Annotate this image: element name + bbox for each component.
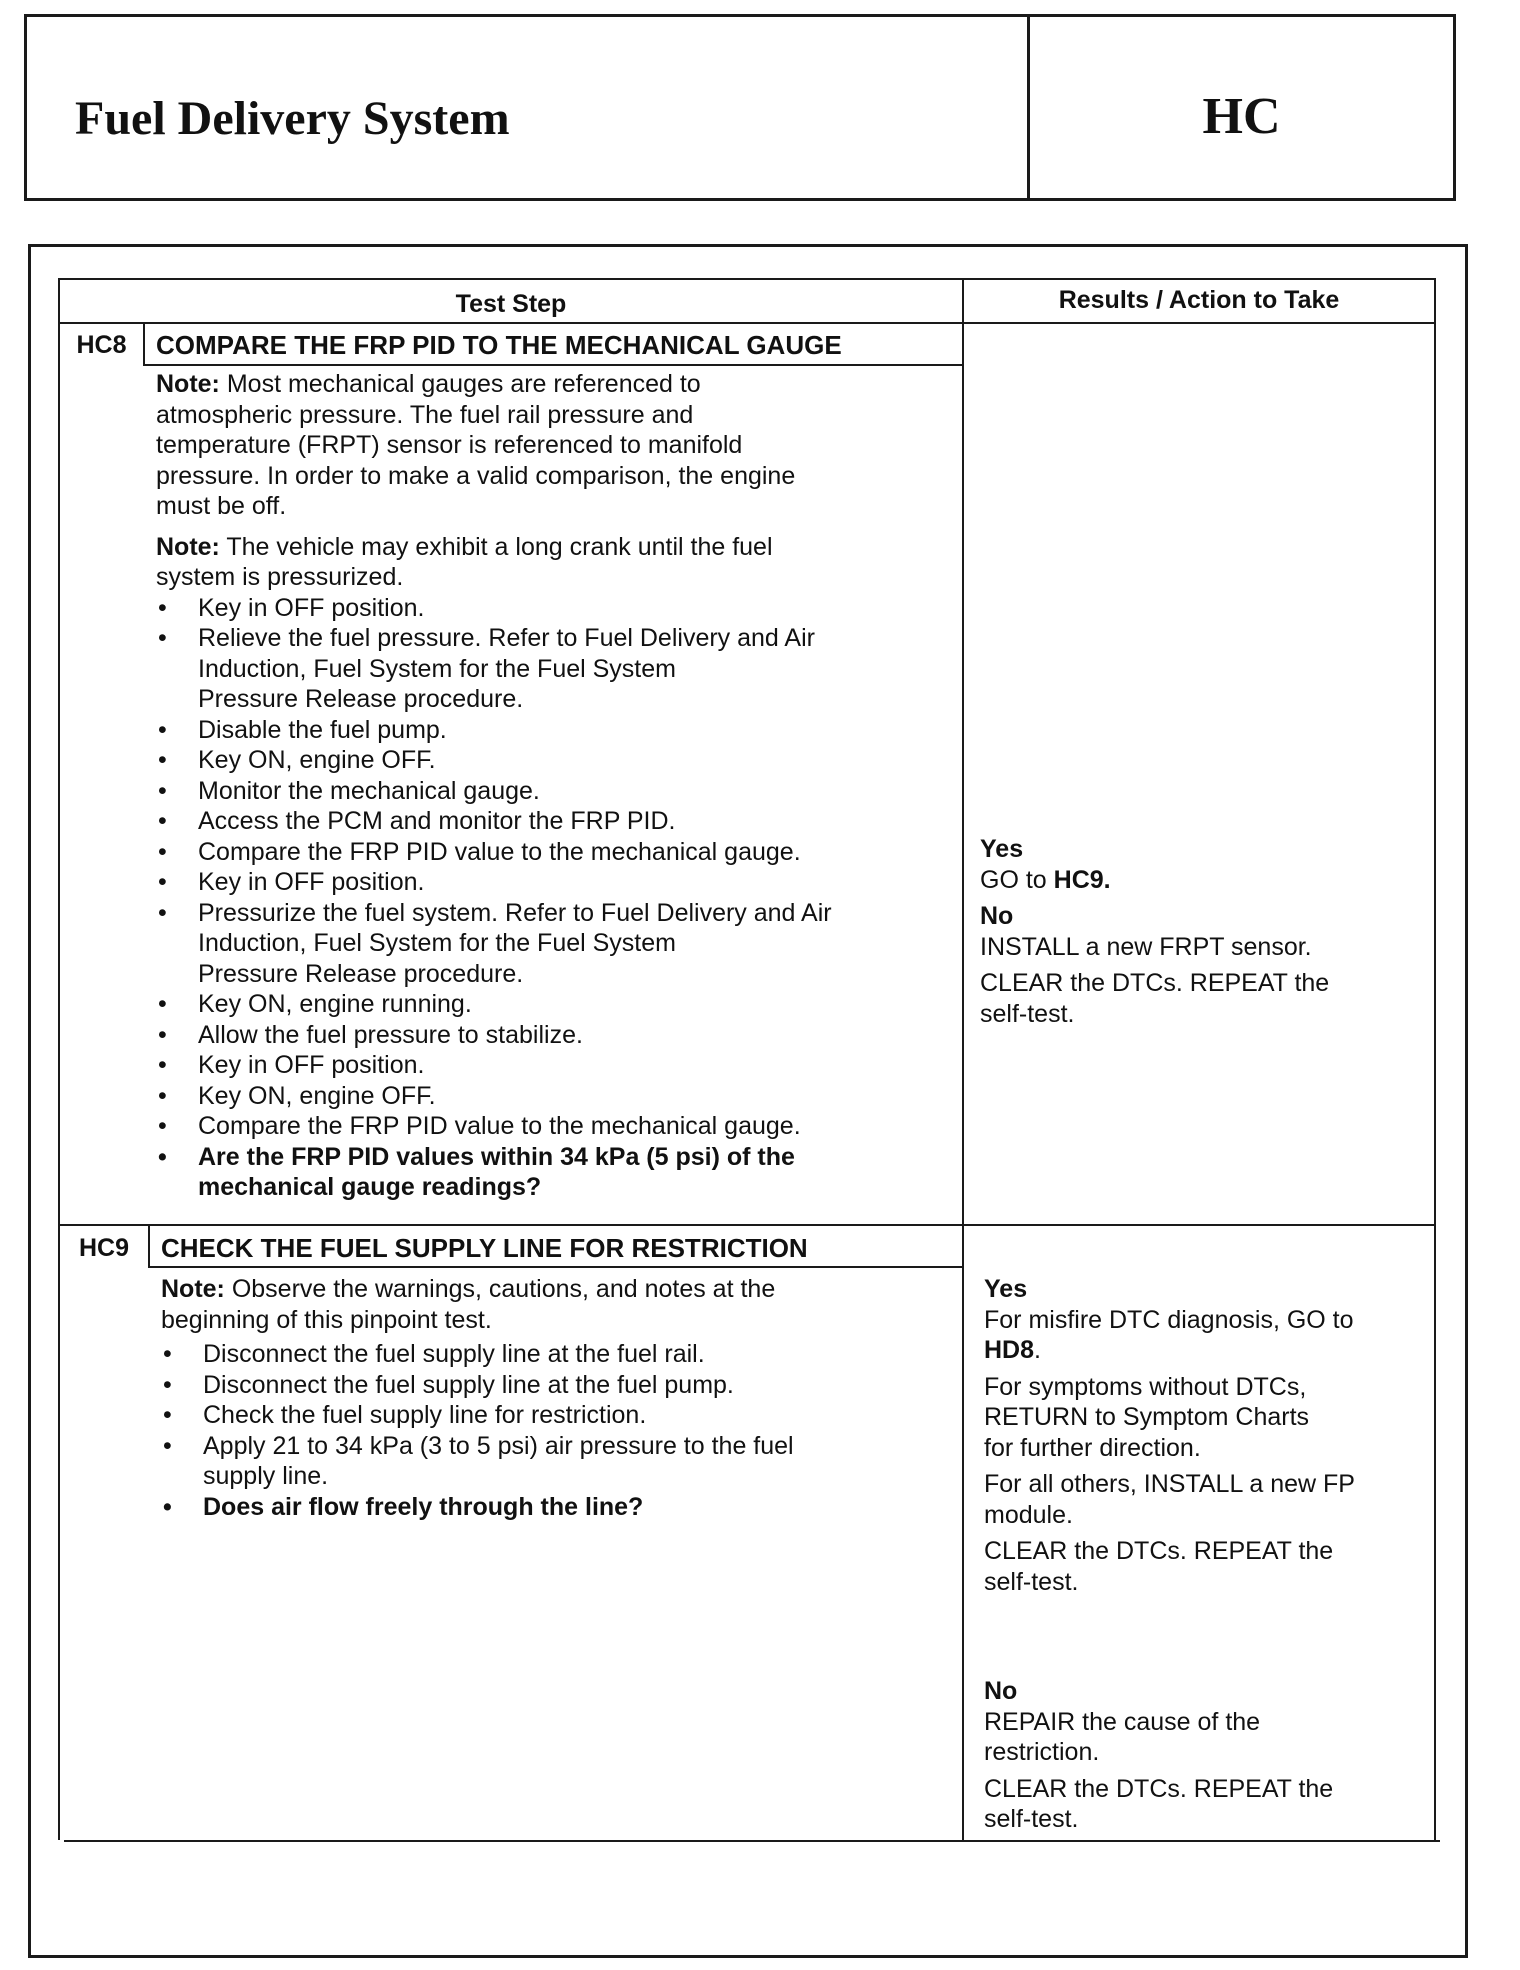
yes-action: For misfire DTC diagnosis, GO to	[984, 1305, 1354, 1334]
yes-action: CLEAR the DTCs. REPEAT the self-test.	[984, 1537, 1334, 1596]
bullet-icon: •	[158, 776, 167, 805]
note-label: Note:	[156, 370, 220, 398]
question-text: Does air flow freely through the line?	[203, 1492, 644, 1521]
list-item-text: Apply 21 to 34 kPa (3 to 5 psi) air pressure to the fuel supply line.	[203, 1431, 794, 1490]
bullet-icon: •	[158, 593, 167, 622]
hc8-step-body	[156, 369, 956, 1203]
yes-action: For all others, INSTALL a new FP module.	[984, 1470, 1355, 1529]
yes-suffix: .	[1034, 1336, 1041, 1364]
question-text: Are the FRP PID values within 34 kPa (5 psi) of the mechanical gauge readings?	[198, 1142, 795, 1201]
bullet-icon: •	[158, 868, 167, 896]
list-item	[156, 898, 956, 990]
table-border-left	[58, 278, 60, 1840]
list-item-text: Relieve the fuel pressure. Refer to Fuel Delivery and Air Induction, Fuel System for the Fuel System Pressure Release procedure.	[198, 624, 815, 713]
list-item-text: Allow the fuel pressure to stabilize.	[198, 1020, 583, 1049]
bullet-icon: •	[163, 1431, 172, 1460]
bullet-icon: •	[158, 1020, 167, 1049]
note-label: Note:	[156, 532, 220, 561]
column-header-results: Results / Action to Take	[1058, 286, 1340, 314]
list-item	[156, 1111, 956, 1142]
no-action: REPAIR the cause of the restriction.	[984, 1707, 1261, 1766]
step-id: HC8	[76, 331, 127, 359]
yes-action: For symptoms without DTCs, RETURN to Symptom Charts for further direction.	[984, 1372, 1310, 1462]
list-item-text: Key in OFF position.	[198, 868, 425, 896]
bullet-icon: •	[158, 837, 167, 866]
bullet-icon: •	[158, 746, 167, 774]
step-title: COMPARE THE FRP PID TO THE MECHANICAL GAUGE	[156, 330, 842, 360]
list-item-text: Access the PCM and monitor the FRP PID.	[198, 807, 676, 835]
no-action: CLEAR the DTCs. REPEAT the self-test.	[984, 1774, 1334, 1833]
no-action: INSTALL a new FRPT sensor.	[980, 932, 1312, 961]
list-item	[156, 837, 956, 868]
list-item	[161, 1370, 956, 1401]
list-item	[156, 745, 956, 776]
bullet-icon: •	[163, 1492, 172, 1521]
list-item-text: Key ON, engine OFF.	[198, 746, 436, 774]
bullet-icon: •	[158, 1112, 167, 1140]
hc9-results-yes	[984, 1274, 1424, 1603]
hc9-step-body	[161, 1274, 956, 1522]
bullet-icon: •	[158, 1142, 167, 1171]
list-item-text: Monitor the mechanical gauge.	[198, 776, 540, 805]
list-item	[156, 776, 956, 807]
list-item-text: Disable the fuel pump.	[198, 715, 447, 744]
bullet-icon: •	[158, 1051, 167, 1079]
list-item	[156, 867, 956, 898]
bullet-icon: •	[163, 1340, 172, 1368]
table-border-top	[58, 278, 1436, 280]
bullet-icon: •	[158, 898, 167, 927]
yes-action	[984, 1335, 1424, 1366]
note	[161, 1274, 956, 1335]
list-item-text: Compare the FRP PID value to the mechanical gauge.	[198, 837, 801, 866]
goto-step-link[interactable]: HD8	[984, 1336, 1035, 1364]
hc8-title-rule	[143, 364, 963, 366]
list-item	[156, 1050, 956, 1081]
note-text: Most mechanical gauges are referenced to atmospheric pressure. The fuel rail pressure and temperature (FRPT) sensor is referenced to manifold pressure. In order to make a valid comparison, the engine must be off.	[156, 370, 796, 520]
list-item-text: Key in OFF position.	[198, 593, 425, 622]
header-box	[24, 14, 1456, 201]
list-item	[156, 1020, 956, 1051]
hc9-title-rule	[148, 1266, 964, 1268]
column-header-test-step: Test Step	[455, 290, 567, 318]
bullet-icon: •	[158, 624, 167, 652]
no-label: No	[980, 902, 1014, 930]
section-code: HC	[1202, 88, 1281, 145]
list-item	[156, 623, 956, 715]
list-item-text: Pressurize the fuel system. Refer to Fuel Delivery and Air Induction, Fuel System for the Fuel System Pressure Release procedure.	[198, 898, 832, 988]
table-border-right	[1434, 278, 1436, 1842]
hc9-results-no	[984, 1676, 1424, 1841]
list-item-text: Key ON, engine OFF.	[198, 1081, 436, 1110]
yes-label: Yes	[980, 835, 1024, 863]
yes-label: Yes	[984, 1275, 1028, 1303]
no-action: CLEAR the DTCs. REPEAT the self-test.	[980, 969, 1330, 1028]
list-item	[156, 1081, 956, 1112]
yes-prefix: GO to	[980, 865, 1054, 894]
question-item	[161, 1492, 956, 1523]
list-item	[156, 989, 956, 1020]
list-item-text: Key ON, engine running.	[198, 990, 472, 1018]
bullet-icon: •	[158, 807, 167, 835]
list-item	[156, 593, 956, 624]
bullet-icon: •	[158, 715, 167, 744]
list-item-text: Key in OFF position.	[198, 1051, 425, 1079]
note-label: Note:	[161, 1275, 225, 1303]
bullet-icon: •	[163, 1370, 172, 1399]
column-divider	[962, 278, 964, 1842]
hc8-results	[980, 834, 1420, 1035]
bullet-icon: •	[158, 1081, 167, 1110]
bullet-icon: •	[158, 990, 167, 1018]
step-list	[161, 1339, 956, 1522]
list-item-text: Check the fuel supply line for restriction.	[203, 1401, 647, 1429]
step-title: CHECK THE FUEL SUPPLY LINE FOR RESTRICTION	[161, 1233, 808, 1263]
yes-suffix: .	[1103, 865, 1111, 894]
bullet-icon: •	[163, 1401, 172, 1429]
list-item-text: Disconnect the fuel supply line at the fuel pump.	[203, 1370, 734, 1399]
list-item	[161, 1339, 956, 1370]
note-text: The vehicle may exhibit a long crank until the fuel system is pressurized.	[156, 532, 773, 591]
no-label: No	[984, 1677, 1018, 1705]
note	[156, 369, 956, 522]
question-item	[156, 1142, 956, 1203]
page-title: Fuel Delivery System	[75, 92, 510, 145]
list-item	[161, 1400, 956, 1431]
list-item	[156, 806, 956, 837]
list-item	[156, 715, 956, 746]
list-item-text: Disconnect the fuel supply line at the fuel rail.	[203, 1340, 705, 1368]
step-separator	[58, 1224, 1436, 1226]
header-row-rule	[58, 322, 1436, 324]
step-list	[156, 593, 956, 1203]
note-text: Observe the warnings, cautions, and notes at the beginning of this pinpoint test.	[161, 1275, 776, 1334]
hc9-id-divider	[148, 1224, 150, 1268]
step-id: HC9	[78, 1234, 129, 1262]
list-item-text: Compare the FRP PID value to the mechanical gauge.	[198, 1112, 801, 1140]
list-item	[161, 1431, 956, 1492]
hc8-id-divider	[143, 322, 145, 366]
goto-step-link[interactable]: HC9	[1053, 865, 1104, 894]
note	[156, 532, 956, 593]
yes-action	[980, 865, 1420, 896]
